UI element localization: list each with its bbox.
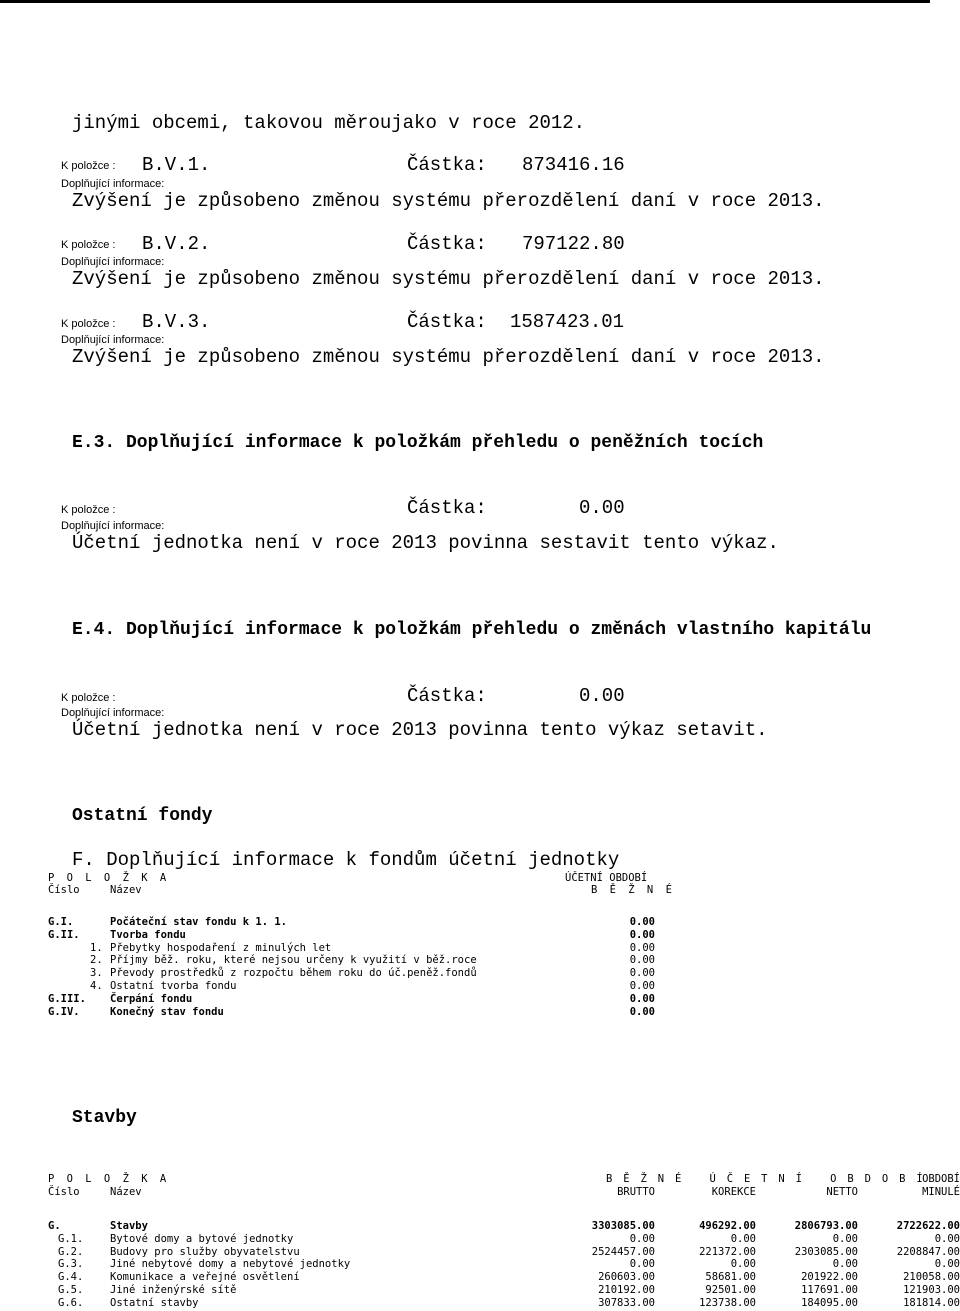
bld-hdr-brutto: BRUTTO [617, 1186, 655, 1198]
funds-row-number: 3. [90, 967, 103, 980]
item-amount: 0.00 [579, 685, 625, 707]
buildings-row-korekce: 496292.00 [699, 1220, 756, 1232]
item-text: Účetní jednotka není v roce 2013 povinna tento výkaz setavit. [72, 719, 768, 741]
funds-row-value: 0.00 [629, 941, 655, 954]
funds-row-name: Počáteční stav fondu k 1. 1. [110, 916, 288, 928]
buildings-row-name: Jiné nebytové domy a nebytové jednotky [110, 1258, 351, 1271]
item-text: Zvýšení je způsobeno změnou systému přerozdělení daní v roce 2013. [72, 268, 825, 290]
bld-hdr-minule: MINULÉ [922, 1186, 960, 1198]
intro-line: jinými obcemi, takovou měroujako v roce 2012. [72, 112, 586, 134]
item-amount: 873416.16 [522, 154, 625, 176]
item-code: B.V.1. [142, 154, 211, 176]
buildings-row-number: G. [48, 1220, 61, 1232]
buildings-row-minule: 0.00 [934, 1232, 960, 1245]
item-amount: 797122.80 [522, 233, 625, 255]
amount-label: Částka: [407, 497, 487, 519]
funds-row-name: Ostatní tvorba fondu [110, 980, 237, 992]
buildings-row-brutto: 2524457.00 [591, 1245, 655, 1258]
buildings-row-brutto: 0.00 [629, 1258, 655, 1271]
amount-label: Částka: [407, 685, 487, 707]
info-label: Doplňující informace: [61, 707, 165, 719]
buildings-row-number: G.1. [58, 1232, 84, 1245]
buildings-row-netto: 117691.00 [801, 1284, 858, 1296]
funds-row-name: Převody prostředků z rozpočtu během roku do úč.peněž.fondů [110, 967, 477, 980]
funds-row-number: G.III. [48, 992, 86, 1005]
info-label: Doplňující informace: [61, 520, 165, 532]
bld-hdr-obdobi: OBDOBÍ [922, 1173, 960, 1185]
buildings-row-korekce: 221372.00 [699, 1245, 756, 1258]
buildings-row-name: Stavby [110, 1220, 148, 1232]
buildings-section-title: Stavby [72, 1108, 137, 1128]
buildings-row-minule: 2722622.00 [896, 1220, 960, 1232]
funds-hdr-cislo: Číslo [48, 884, 80, 896]
buildings-row-name: Bytové domy a bytové jednotky [110, 1232, 294, 1245]
funds-row-name: Čerpání fondu [110, 992, 193, 1005]
buildings-row-netto: 0.00 [832, 1258, 858, 1271]
item-text: Zvýšení je způsobeno změnou systému přerozdělení daní v roce 2013. [72, 346, 825, 368]
funds-hdr-polozka: P O L O Ž K A [48, 872, 170, 884]
buildings-row-korekce: 58681.00 [705, 1271, 756, 1284]
buildings-row-korekce: 0.00 [730, 1232, 756, 1245]
buildings-row-name: Budovy pro služby obyvatelstvu [110, 1245, 300, 1258]
amount-label: Částka: [407, 233, 487, 255]
buildings-row-netto: 2806793.00 [794, 1220, 858, 1232]
buildings-row-minule: 181814.00 [903, 1296, 960, 1309]
funds-subtitle: F. Doplňující informace k fondům účetní jednotky [72, 849, 620, 871]
buildings-row-brutto: 260603.00 [598, 1271, 655, 1284]
section-heading-e3: E.3. Doplňující informace k položkám přehledu o peněžních tocích [72, 433, 764, 453]
funds-row-value: 0.00 [629, 980, 655, 992]
funds-row-name: Tvorba fondu [110, 928, 186, 941]
buildings-row-brutto: 210192.00 [598, 1284, 655, 1296]
item-label: K položce : [61, 239, 116, 251]
funds-hdr-obdobi: ÚČETNÍ OBDOBÍ [565, 872, 648, 884]
item-code: B.V.3. [142, 311, 211, 333]
info-label: Doplňující informace: [61, 256, 165, 268]
item-label: K položce : [61, 692, 116, 704]
buildings-row-netto: 201922.00 [801, 1271, 858, 1284]
funds-row-name: Příjmy běž. roku, které nejsou určeny k využití v běž.roce [110, 954, 477, 967]
buildings-row-minule: 210058.00 [903, 1271, 960, 1284]
funds-row-value: 0.00 [629, 1005, 655, 1018]
buildings-row-name: Jiné inženýrské sítě [110, 1284, 237, 1296]
item-text: Účetní jednotka není v roce 2013 povinna sestavit tento výkaz. [72, 532, 779, 554]
item-text: Zvýšení je způsobeno změnou systému přerozdělení daní v roce 2013. [72, 190, 825, 212]
buildings-row-number: G.4. [58, 1271, 84, 1284]
funds-row-value: 0.00 [629, 954, 655, 967]
funds-row-number: 2. [90, 954, 103, 967]
funds-row-number: G.IV. [48, 1005, 80, 1018]
bld-hdr-korekce: KOREKCE [711, 1186, 756, 1198]
top-rule [0, 0, 930, 3]
item-amount: 1587423.01 [510, 311, 625, 333]
bld-hdr-cislo: Číslo [48, 1186, 80, 1198]
funds-hdr-bezne: B Ě Ž N É [591, 884, 675, 896]
funds-row-name: Konečný stav fondu [110, 1005, 224, 1018]
amount-label: Částka: [407, 311, 487, 333]
info-label: Doplňující informace: [61, 334, 165, 346]
buildings-row-number: G.3. [58, 1258, 84, 1271]
funds-row-value: 0.00 [629, 916, 655, 928]
funds-row-number: G.II. [48, 928, 80, 941]
bld-hdr-netto: NETTO [826, 1186, 858, 1198]
section-heading-e4: E.4. Doplňující informace k položkám přehledu o změnách vlastního kapitálu [72, 620, 872, 640]
item-label: K položce : [61, 504, 116, 516]
item-label: K položce : [61, 160, 116, 172]
item-amount: 0.00 [579, 497, 625, 519]
funds-row-name: Přebytky hospodaření z minulých let [110, 941, 332, 954]
buildings-row-name: Ostatní stavby [110, 1296, 199, 1309]
amount-label: Částka: [407, 154, 487, 176]
info-label: Doplňující informace: [61, 178, 165, 190]
buildings-row-netto: 0.00 [832, 1232, 858, 1245]
buildings-row-brutto: 0.00 [629, 1232, 655, 1245]
item-label: K položce : [61, 318, 116, 330]
buildings-row-name: Komunikace a veřejné osvětlení [110, 1271, 300, 1284]
bld-hdr-polozka: P O L O Ž K A [48, 1173, 170, 1185]
funds-row-value: 0.00 [629, 928, 655, 941]
funds-row-number: 1. [90, 941, 103, 954]
funds-section-title: Ostatní fondy [72, 806, 213, 826]
funds-row-number: 4. [90, 980, 103, 992]
funds-row-value: 0.00 [629, 992, 655, 1005]
buildings-row-korekce: 0.00 [730, 1258, 756, 1271]
bld-hdr-bezne: B Ě Ž N É Ú Č E T N Í O B D O B Í [606, 1173, 925, 1185]
funds-row-value: 0.00 [629, 967, 655, 980]
buildings-row-minule: 0.00 [934, 1258, 960, 1271]
buildings-row-netto: 2303085.00 [794, 1245, 858, 1258]
funds-hdr-nazev: Název [110, 884, 142, 896]
item-code: B.V.2. [142, 233, 211, 255]
buildings-row-korekce: 92501.00 [705, 1284, 756, 1296]
buildings-row-number: G.2. [58, 1245, 84, 1258]
buildings-row-minule: 121903.00 [903, 1284, 960, 1296]
buildings-row-netto: 184095.00 [801, 1296, 858, 1309]
buildings-row-number: G.6. [58, 1296, 84, 1309]
bld-hdr-nazev: Název [110, 1186, 142, 1198]
buildings-row-brutto: 3303085.00 [591, 1220, 655, 1232]
buildings-row-minule: 2208847.00 [896, 1245, 960, 1258]
buildings-row-korekce: 123738.00 [699, 1296, 756, 1309]
funds-row-number: G.I. [48, 916, 74, 928]
buildings-row-number: G.5. [58, 1284, 84, 1296]
buildings-row-brutto: 307833.00 [598, 1296, 655, 1309]
